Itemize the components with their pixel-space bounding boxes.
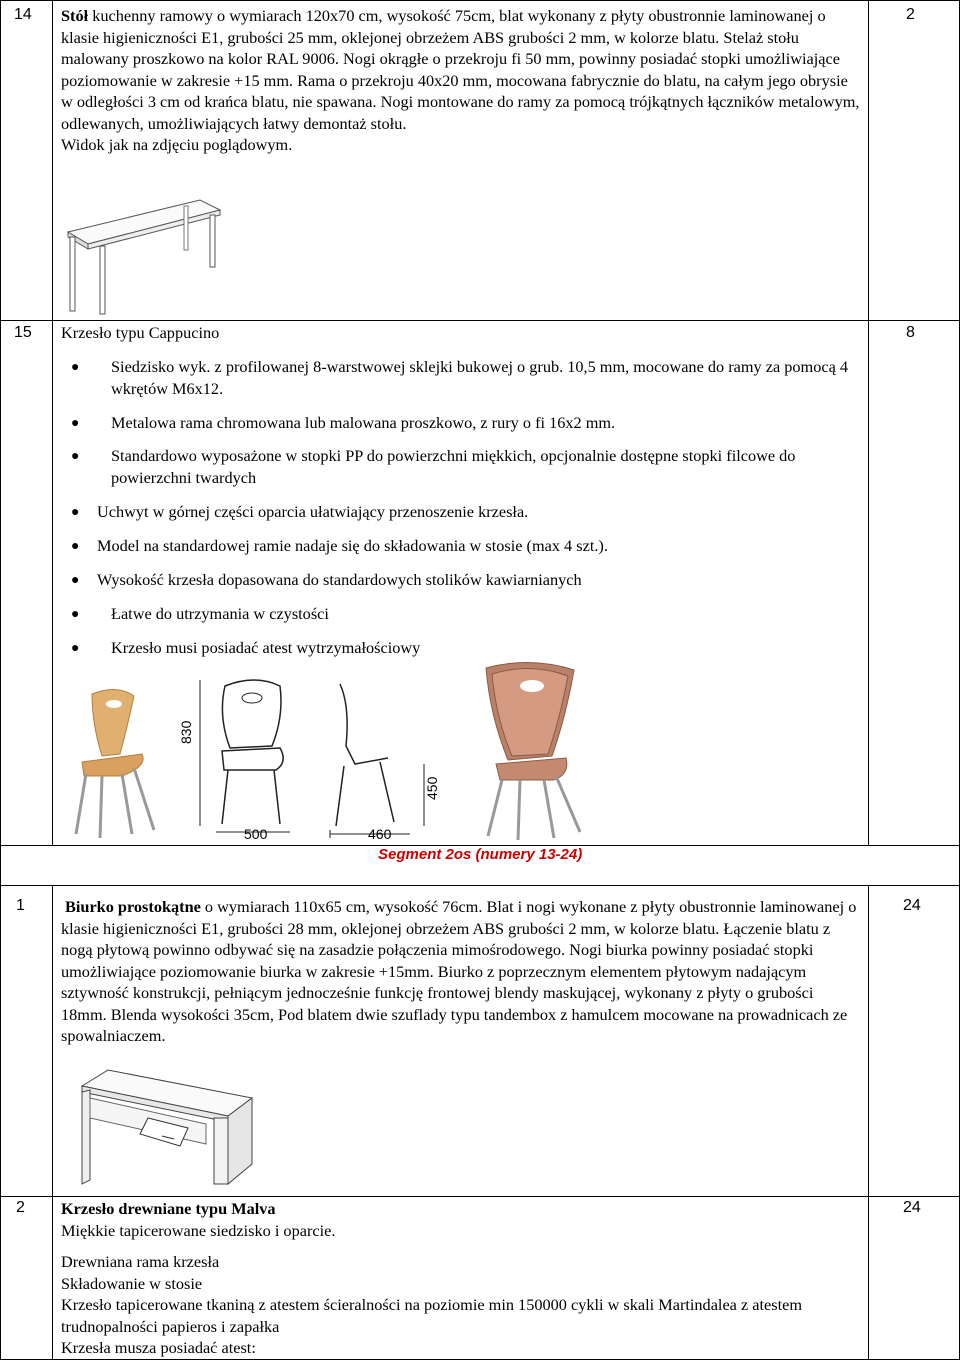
row-number: 14 bbox=[14, 6, 32, 23]
item-title: Stół bbox=[61, 6, 89, 25]
bullet-icon: ● bbox=[71, 505, 80, 520]
bullet-icon: ● bbox=[71, 641, 80, 656]
dimension-height: 830 bbox=[178, 720, 194, 744]
row-number: 15 bbox=[14, 324, 32, 341]
chair-photo-wood bbox=[62, 684, 172, 840]
dimension-width: 500 bbox=[244, 826, 268, 842]
row-quantity: 24 bbox=[903, 897, 921, 914]
item-description bbox=[61, 1198, 861, 1241]
row-number: 1 bbox=[16, 897, 25, 914]
item-description: Biurko prostokątne o wymiarach 110x65 cm, wysokość 76cm. Blat i nogi wykonane z płyty obustronnie laminowanej o klasie higieniczności E1, grubości 28 mm, oklejonej obrzeżem ABS grubości 2 mm, w kolorze blatu. Łączenie blatu z nogą płytową powinno odbywać się na zasadzie połączenia mimośrodowego. Nogi biurka powinny posiadać stopki umożliwiające poziomowanie biurka w zakresie +15mm. Biurko z poprzecznym elementem płytowym nadającym sztywność konstrukcji, pełniącym jednocześnie funkcję frontowej blendy maskującej, wykonany z płyty o grubości 18mm. Blenda wysokości 35cm, Pod blatem dwie szuflady typu tandembox z hamulcem mocowane na prowadnicach ze spowalniaczem. bbox=[61, 897, 857, 1045]
list-item: Łatwe do utrzymania w czystości bbox=[111, 604, 329, 623]
item-line: Składowanie w stosie bbox=[61, 1273, 203, 1293]
item-title: Biurko prostokątne bbox=[65, 897, 201, 916]
list-item: Uchwyt w górnej części oparcia ułatwiający przenoszenie krzesła. bbox=[97, 502, 529, 521]
list-item: Wysokość krzesła dopasowana do standardowych stolików kawiarnianych bbox=[97, 570, 582, 589]
item-note: Widok jak na zdjęciu poglądowym. bbox=[61, 135, 293, 154]
bullet-icon: ● bbox=[71, 449, 80, 464]
chair-dimension-drawing bbox=[180, 676, 430, 844]
item-title: Krzesło typu Cappucino bbox=[61, 323, 220, 342]
item-description: Stół kuchenny ramowy o wymiarach 120x70 cm, wysokość 75cm, blat wykonany z płyty obustronnie laminowanej o klasie higieniczności E1, grubości 25 mm, oklejonej obrzeżem ABS grubości 2 mm, w kolorze blatu. Stelaż stołu malowany proszkowo na kolor RAL 9006. Nogi okrągłe o przekroju fi 50 mm, powinny posiadać stopki umożliwiające poziomowanie w zakresie +15 mm. Rama o przekroju 40x20 mm, mocowana fabrycznie do blatu, na całym jego obrysie w odległości 3 cm od krańca blatu, nie spawana. Nogi montowane do ramy za pomocą trójkątnych łączników metalowym, odlewanych, umożliwiających łatwy demontaż stołu. Widok jak na zdjęciu poglądowym. bbox=[61, 6, 860, 154]
row-quantity: 24 bbox=[903, 1199, 921, 1216]
bullet-icon: ● bbox=[71, 416, 80, 431]
item-line: Krzesło tapicerowane tkaniną z atestem ścieralności na poziomie min 150000 cykli w skali Martindalea z atestem trudnopalności papieros i zapałka bbox=[61, 1295, 802, 1336]
item-details bbox=[61, 1251, 861, 1359]
row-quantity: 2 bbox=[906, 6, 915, 23]
row-quantity: 8 bbox=[906, 324, 915, 341]
bullet-icon: ● bbox=[71, 360, 80, 375]
list-item: Metalowa rama chromowana lub malowana proszkowo, z rury o fi 16x2 mm. bbox=[111, 413, 616, 432]
bullet-icon: ● bbox=[71, 573, 80, 588]
desk-illustration bbox=[78, 1068, 254, 1194]
item-line: Miękkie tapicerowane siedzisko i oparcie. bbox=[61, 1220, 336, 1240]
row-number: 2 bbox=[16, 1199, 25, 1216]
list-item: Siedzisko wyk. z profilowanej 8-warstwowej sklejki bukowej o grub. 10,5 mm, mocowane do ramy za pomocą 4 wkrętów M6x12. bbox=[111, 357, 849, 398]
bullet-icon: ● bbox=[71, 607, 80, 622]
segment-label: Segment 2os (numery 13-24) bbox=[378, 846, 583, 863]
list-item: Standardowo wyposażone w stopki PP do powierzchni miękkich, opcjonalnie dostępne stopki filcowe do powierzchni twardych bbox=[111, 446, 796, 487]
item-line: Drewniana rama krzesła bbox=[61, 1252, 220, 1271]
chair-photo-stacked bbox=[456, 656, 606, 842]
dimension-depth: 460 bbox=[368, 826, 392, 842]
list-item: Krzesło musi posiadać atest wytrzymałościowy bbox=[111, 638, 421, 657]
dimension-seat-height: 450 bbox=[424, 776, 440, 800]
table-illustration bbox=[60, 196, 230, 320]
bullet-icon: ● bbox=[71, 539, 80, 554]
item-line: Krzesła musza posiadać atest: bbox=[61, 1338, 256, 1357]
item-title: Krzesło drewniane typu Malva bbox=[61, 1199, 276, 1218]
list-item: Model na standardowej ramie nadaje się do składowania w stosie (max 4 szt.). bbox=[97, 536, 608, 555]
